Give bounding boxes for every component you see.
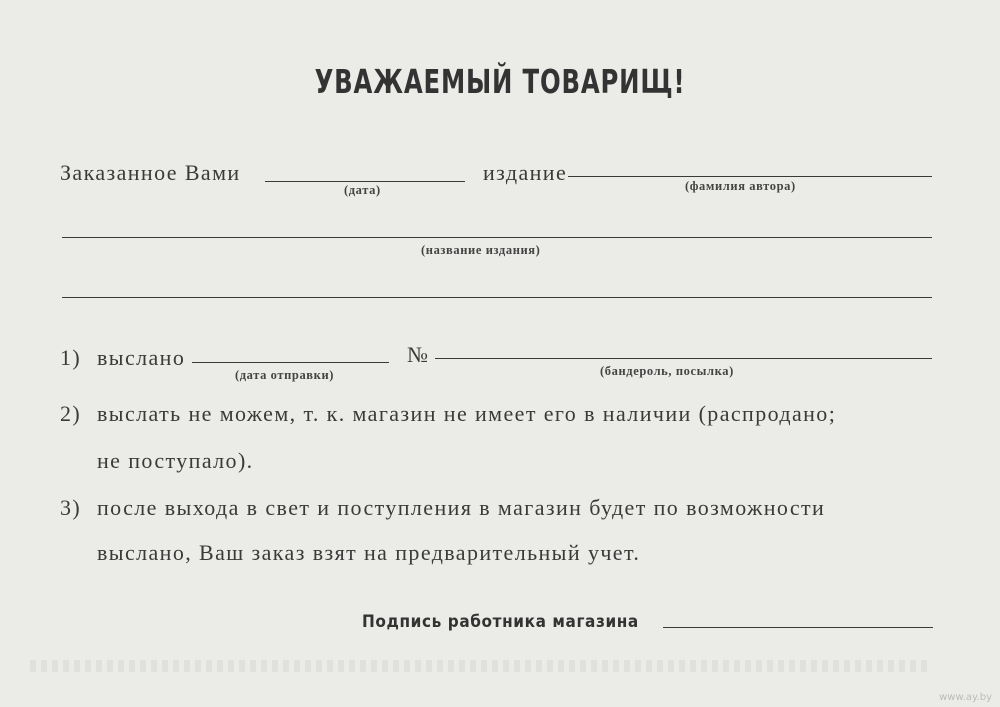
edition-label: издание — [483, 160, 568, 185]
watermark: www.ay.by — [939, 692, 992, 703]
author-caption: (фамилия автора) — [685, 179, 796, 193]
title-continuation-line — [62, 297, 932, 298]
page-title: УВАЖАЕМЫЙ ТОВАРИЩ! — [314, 62, 686, 101]
date-caption: (дата) — [344, 183, 381, 197]
item3-line-a: после выхода в свет и поступления в магазин будет по возможности — [97, 495, 826, 520]
sent-label: выслано — [97, 345, 186, 370]
faint-show-through — [30, 660, 930, 672]
title-field-line — [62, 237, 932, 238]
number-sign: № — [407, 342, 430, 367]
send-date-caption: (дата отправки) — [235, 368, 335, 382]
ordered-label: Заказанное Вами — [60, 160, 241, 185]
item3-number: 3) — [60, 495, 82, 520]
signature-label: Подпись работника магазина — [362, 612, 639, 632]
title-caption: (название издания) — [421, 243, 541, 257]
parcel-caption: (бандероль, посылка) — [600, 364, 734, 378]
date-field-line — [265, 181, 465, 182]
parcel-number-field-line — [435, 358, 932, 359]
author-field-line — [568, 176, 932, 177]
item3-line-b: выслано, Ваш заказ взят на предварительный учет. — [97, 540, 641, 565]
item2-line-a: выслать не можем, т. к. магазин не имеет его в наличии (распродано; — [97, 401, 837, 426]
item2-line-b: не поступало). — [97, 448, 254, 473]
item1-number: 1) — [60, 345, 82, 370]
item2-number: 2) — [60, 401, 82, 426]
send-date-field-line — [192, 362, 389, 363]
signature-field-line — [663, 627, 933, 628]
